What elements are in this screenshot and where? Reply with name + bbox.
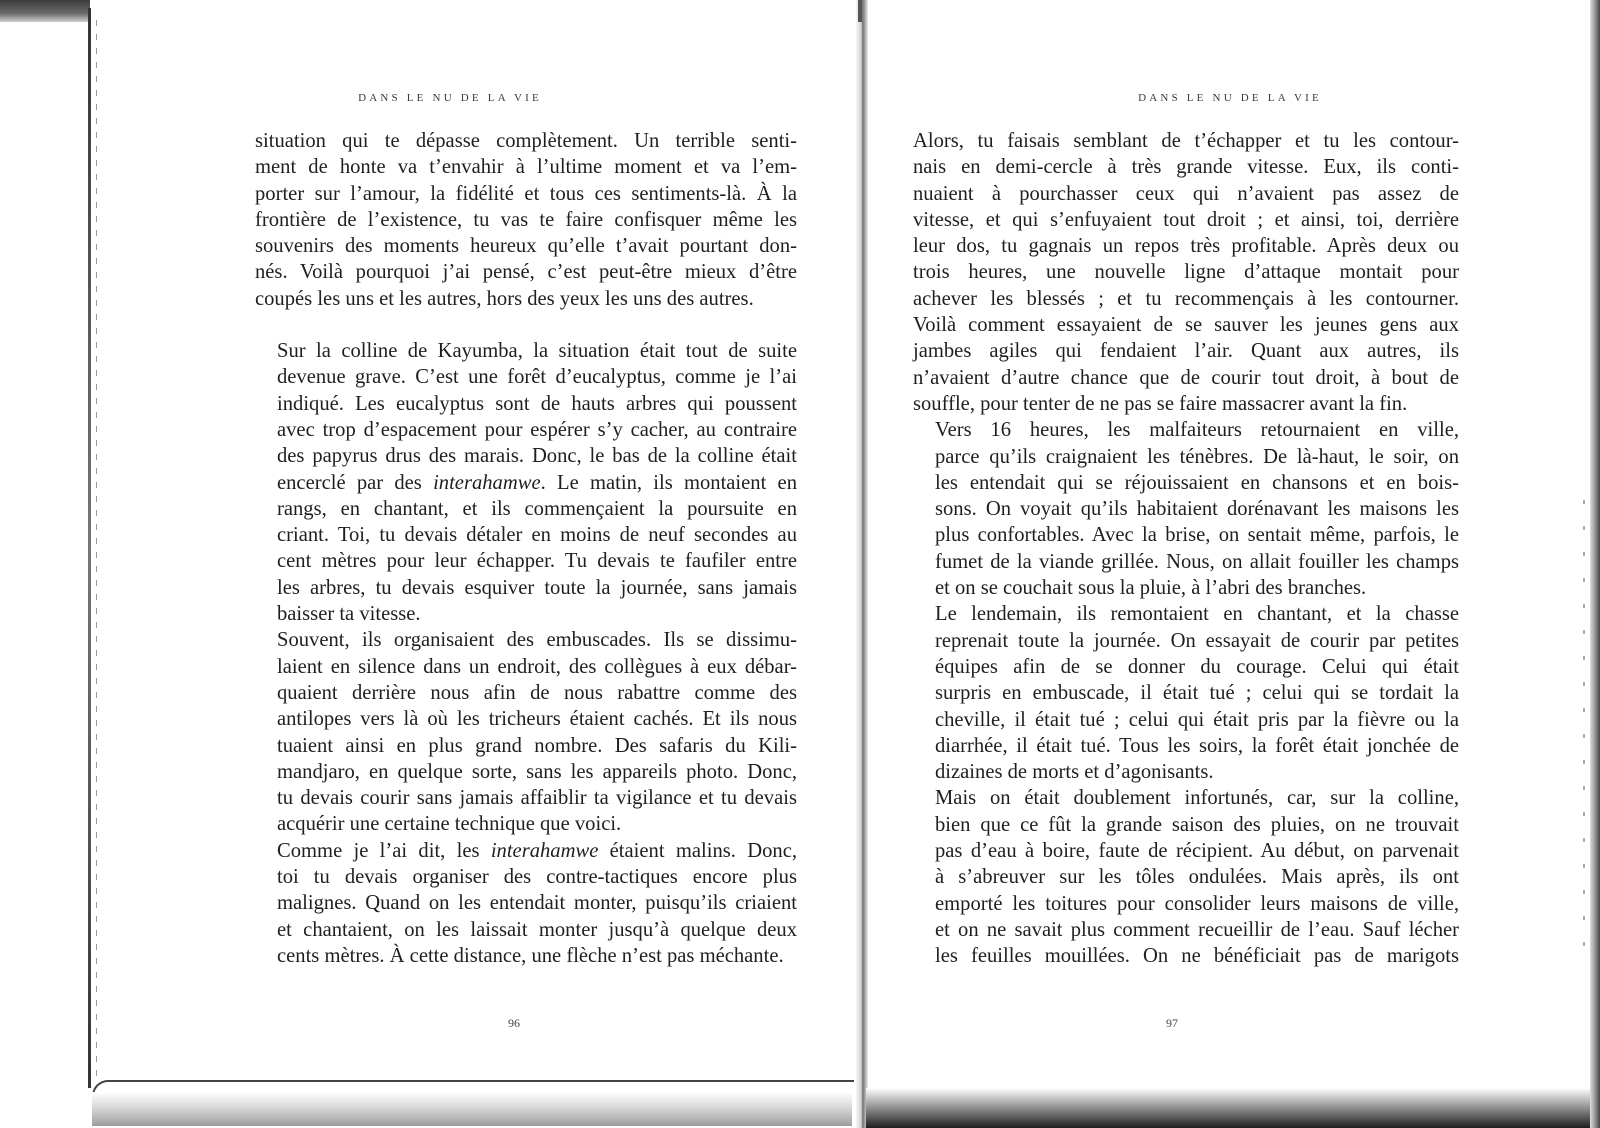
text-line: Comme je l’ai dit, les interahamwe étaient malins. Donc, (277, 839, 797, 862)
text-line: toi tu devais organiser des contre-tactiques encore plus (277, 866, 797, 889)
text-line: quaient derrière nous afin de nous rabattre comme des (277, 681, 797, 704)
text-line: laient en silence dans un endroit, des collègues à eux débar- (277, 655, 797, 678)
text-line: les feuilles mouillées. On ne bénéficiait pas de marigots (935, 945, 1459, 968)
text-line: surpris en embuscade, il était tué ; celui qui se tordait la (935, 682, 1459, 705)
text-line: porter sur l’amour, la fidélité et tous ces sentiments-là. À la (255, 182, 797, 205)
text-line: malignes. Quand on les entendait monter, puisqu’ils criaient (277, 892, 797, 915)
text-line: Le lendemain, ils remontaient en chantant, et la chasse (935, 603, 1459, 626)
text-line: avec trop d’espacement pour espérer s’y cacher, au contraire (277, 418, 797, 441)
text-line: à s’abreuver sur les tôles ondulées. Mais après, ils ont (935, 866, 1459, 889)
text-line: les entendait qui se réjouissaient en chansons et en bois- (935, 471, 1459, 494)
text-line: tu devais courir sans jamais affaiblir ta vigilance et tu devais (277, 787, 797, 810)
text-line: tuaient ainsi en plus grand nombre. Des safaris du Kili- (277, 734, 797, 757)
text-line: emporté les toitures pour consolider leurs maisons de ville, (935, 892, 1459, 915)
text-line: cent mètres pour leur échapper. Tu devais te faufiler entre (277, 550, 797, 573)
text-line: trois heures, une nouvelle ligne d’attaque montait pour (913, 261, 1459, 284)
text-line: diarrhée, il était tué. Tous les soirs, la forêt était jonchée de (935, 734, 1459, 757)
text-line: nuaient à pourchasser ceux qui n’avaient pas assez de (913, 182, 1459, 205)
text-line: parce qu’ils craignaient les ténèbres. De là-haut, le soir, on (935, 445, 1459, 468)
text-line: Voilà comment essayaient de se sauver les jeunes gens aux (913, 314, 1459, 337)
text-line: et on se couchait sous la pluie, à l’abri des branches. (935, 577, 1367, 600)
paragraph (913, 417, 1459, 601)
text-line: devenue grave. C’est une forêt d’eucalyptus, comme je l’ai (277, 366, 797, 389)
text-line: équipes afin de se donner du courage. Celui qui était (935, 655, 1459, 678)
text-line: rangs, en chantant, et ils commençaient la poursuite en (277, 497, 797, 520)
text-line: mandjaro, en quelque sorte, sans les appareils photo. Donc, (277, 760, 797, 783)
paragraph (255, 128, 797, 312)
text-line: reprenait toute la journée. On essayait de courir par petites (935, 629, 1459, 652)
text-line: indiqué. Les eucalyptus sont de hauts arbres qui poussent (277, 392, 797, 415)
text-line: baisser ta vitesse. (277, 603, 421, 626)
paragraph (913, 128, 1459, 417)
text-line: cheville, il était tué ; celui qui était pris par la fièvre ou la (935, 708, 1459, 731)
text-line: n’avaient d’autre chance que de courir tout droit, à bout de (913, 366, 1459, 389)
text-line: criant. Toi, tu devais détaler en moins de neuf secondes au (277, 524, 797, 547)
text-line: dizaines de morts et d’agonisants. (935, 761, 1214, 784)
text-line: coupés les uns et les autres, hors des yeux les uns des autres. (255, 287, 754, 310)
text-line: antilopes vers là où les tricheurs étaient cachés. Et ils nous (277, 708, 797, 731)
text-line: jambes agiles qui fendaient l’air. Quant aux autres, ils (913, 340, 1459, 363)
text-line: achever les blessés ; et tu recommençais à les contourner. (913, 287, 1459, 310)
text-line: encerclé par des interahamwe. Le matin, ils montaient en (277, 471, 797, 494)
paragraph (255, 838, 797, 969)
text-line: vitesse, et qui s’enfuyaient tout droit ; et ainsi, toi, derrière (913, 208, 1459, 231)
text-line: pas d’eau à boire, faute de récipient. Au début, on parvenait (935, 840, 1459, 863)
running-head: DANS LE NU DE LA VIE (1138, 92, 1322, 104)
text-line: cents mètres. À cette distance, une flèche n’est pas méchante. (277, 944, 784, 967)
body-text (913, 128, 1459, 970)
text-line: acquérir une certaine technique que voici. (277, 813, 622, 836)
text-line: les arbres, tu devais esquiver toute la journée, sans jamais (277, 576, 797, 599)
paragraph (913, 601, 1459, 785)
running-head: DANS LE NU DE LA VIE (358, 92, 542, 104)
text-line: Sur la colline de Kayumba, la situation était tout de suite (277, 340, 797, 363)
right-page (860, 0, 1600, 1128)
body-text (255, 128, 797, 969)
text-line: des papyrus drus des marais. Donc, le bas de la colline était (277, 445, 797, 468)
text-line: situation qui te dépasse complètement. Un terrible senti- (255, 130, 797, 152)
text-line: Mais on était doublement infortunés, car, sur la colline, (935, 787, 1459, 810)
text-line: fumet de la viande grillée. Nous, on allait fouiller les champs (935, 550, 1459, 573)
text-line: Souvent, ils organisaient des embuscades. Ils se dissimu- (277, 629, 797, 652)
text-line: souffle, pour tenter de ne pas se faire massacrer avant la fin. (913, 392, 1408, 415)
paragraph (255, 627, 797, 837)
text-line: nés. Voilà pourquoi j’ai pensé, c’est peut-être mieux d’être (255, 261, 797, 284)
text-line: souvenirs des moments heureux qu’elle t’avait pourtant don- (255, 235, 797, 258)
text-line: ment de honte va t’envahir à l’ultime moment et va l’em- (255, 156, 797, 179)
text-line: leur dos, tu gagnais un repos très profitable. Après deux ou (913, 235, 1459, 258)
text-line: et chantaient, on les laissait monter jusqu’à quelque deux (277, 918, 797, 941)
text-line: Alors, tu faisais semblant de t’échapper et tu les contour- (913, 130, 1459, 152)
paragraph (255, 338, 797, 627)
text-line: et on ne savait plus comment recueillir de l’eau. Sauf lécher (935, 918, 1459, 941)
page-number: 97 (1166, 1016, 1178, 1030)
text-line: nais en demi-cercle à très grande vitesse. Eux, ils conti- (913, 156, 1459, 179)
text-line: frontière de l’existence, tu vas te faire confisquer même les (255, 208, 797, 231)
text-line: Vers 16 heures, les malfaiteurs retournaient en ville, (935, 419, 1459, 442)
text-line: plus confortables. Avec la brise, on sentait même, parfois, le (935, 524, 1459, 547)
text-line: bien que ce fût la grande saison des pluies, on ne trouvait (935, 813, 1459, 836)
paragraph (913, 785, 1459, 969)
page-number: 96 (508, 1016, 520, 1030)
text-line: sons. On voyait qu’ils habitaient dorénavant les maisons les (935, 498, 1459, 521)
